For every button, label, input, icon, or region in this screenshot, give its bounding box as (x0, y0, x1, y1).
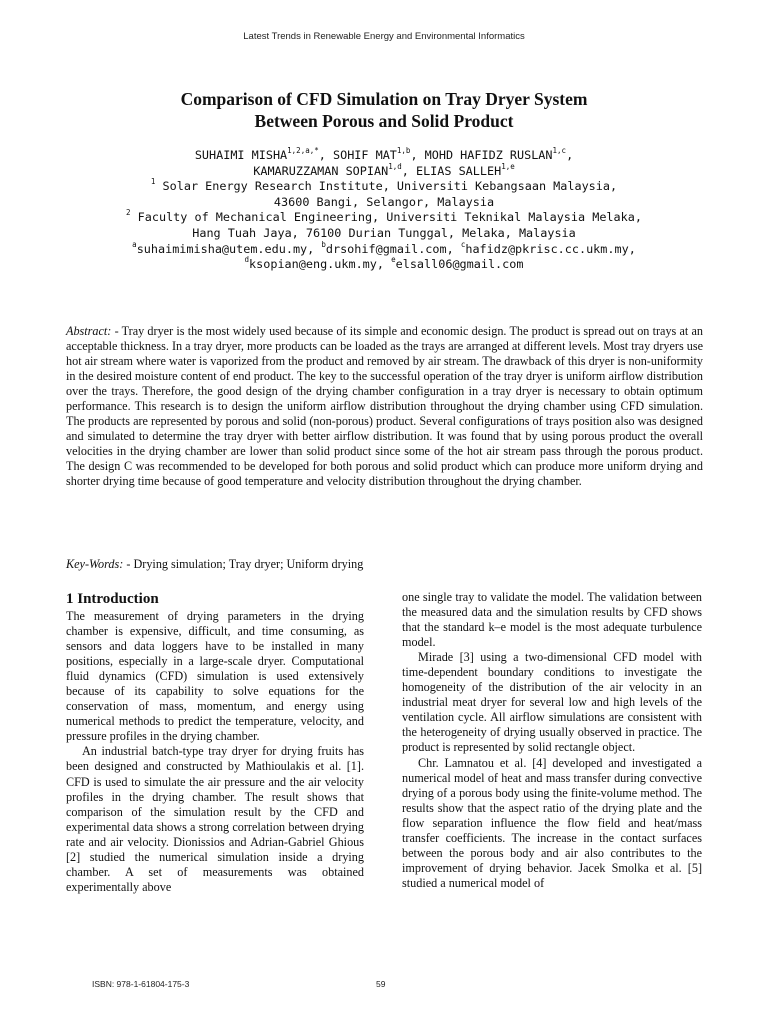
email-link[interactable]: hafidz@pkrisc.cc.ukm.my, (465, 241, 636, 256)
running-header: Latest Trends in Renewable Energy and Environmental Informatics (243, 31, 525, 42)
keywords-label: Key-Words: (66, 557, 124, 571)
email-mark: e (391, 255, 396, 265)
affiliation-text: Faculty of Mechanical Engineering, Universiti Teknikal Malaysia Melaka, (137, 210, 642, 225)
author-name: ELIAS SALLEH (415, 163, 502, 178)
email-link[interactable]: elsall06@gmail.com (395, 257, 524, 272)
email-link[interactable]: suhaimimisha@utem.edu.my, (136, 241, 315, 256)
author-name: SUHAIMI MISHA (194, 148, 288, 162)
author-line-2: KAMARUZZAMAN SOPIAN$^{1,d}$, ELIAS SALLEH$^{1,e}$ (253, 161, 515, 178)
abstract (66, 324, 703, 490)
title-line-2: Between Porous and Solid Product (254, 111, 514, 131)
paragraph: one single tray to validate the model. The validation between the measured data and the simulation results by CFD shows that the standard k–e model is the most adequate turbulence model. (402, 590, 702, 650)
affiliation-text: Solar Energy Research Institute, Universiti Kebangsaan Malaysia, (162, 179, 618, 194)
footer-isbn: ISBN: 978-1-61804-175-3 (92, 979, 190, 989)
paragraph: The measurement of drying parameters in the drying chamber is expensive, difficult, and time consuming, as sensors and data loggers have to be installed in many positions, especially in a large-scale dryer. Computational fluid dynamics (CFD) simulation is used extensively because of its capability to solve equations for the conservation of mass, momentum, and energy using numerical methods to predict the temperature, velocity, and pressure profiles in the drying chamber. (66, 609, 364, 744)
affiliation-number: 1 (150, 177, 156, 187)
email-link[interactable]: drsohif@gmail.com, (325, 241, 454, 256)
author-affiliation-mark: 1,2,a,* (287, 146, 319, 156)
title-line-1: Comparison of CFD Simulation on Tray Dryer System (180, 89, 588, 109)
affiliation-2-line-2: Hang Tuah Jaya, 76100 Durian Tunggal, Melaka, Malaysia (192, 225, 576, 240)
section-heading: 1 Introduction (66, 591, 159, 607)
email-mark: c (460, 239, 466, 249)
paragraph: An industrial batch-type tray dryer for drying fruits has been designed and constructed by Mathioulakis et al. [1]. CFD is used to simulate the air pressure and the air velocity profiles in the drying chamber. The result shows that comparison of the simulation result by the CFD and experimental data shows a strong correlation between drying rate and air velocity. Dionissios and Adrian-Gabriel Ghious [2] studied the numerical simulation inside a drying chamber. A set of measurements was obtained experimentally above (66, 744, 364, 894)
author-name: KAMARUZZAMAN SOPIAN (253, 163, 389, 178)
email-mark: a (132, 239, 137, 249)
affiliation-1-line-2: 43600 Bangi, Selangor, Malaysia (273, 194, 495, 209)
author-name: MOHD HAFIDZ RUSLAN (424, 148, 553, 162)
email-mark: d (244, 255, 250, 265)
paragraph: Chr. Lamnatou et al. [4] developed and investigated a numerical model of heat and mass transfer during convective drying of a porous body using the finite-volume method. The results show that the aspect ratio of the drying plate and the flow separation influence the flow field and heat/mass transfer coefficients. The increase in the contact surfaces between the porous body and air also contributes to the improvement of drying behavior. Jacek Smolka et al. [5] studied a numerical model of (402, 755, 702, 890)
paper-title (60, 88, 708, 132)
keywords-text: - Drying simulation; Tray dryer; Uniform drying (126, 557, 364, 571)
email-link[interactable]: ksopian@eng.ukm.my, (249, 257, 384, 272)
author-affiliation-mark: 1,b (396, 146, 411, 156)
abstract-label: Abstract: - (66, 324, 119, 338)
author-affiliation-mark: 1,e (501, 161, 515, 171)
page-number: 59 (376, 979, 386, 989)
author-name: SOHIF MAT (332, 148, 397, 162)
author-block (60, 148, 708, 273)
author-line-1: SUHAIMI $MISHA^{1,2,a,*}$, SOHIF MAT$^{1,b}$, MOHD HAFIDZ RUSLAN$^{1,c}$, (194, 146, 574, 162)
affiliation-1-line-1 (60, 179, 708, 195)
author-affiliation-mark: 1,d (388, 161, 402, 171)
body-column-right (402, 590, 702, 891)
paragraph: Mirade [3] using a two-dimensional CFD model with time-dependent boundary conditions to investigate the homogeneity of the distribution of the air velocity in an industrial meat dryer for several low and high levels of the ventilation cycle. All airflow simulations are consistent with the heterogeneity of drying usually observed in practice. The product is represented by solid rectangle object. (402, 650, 702, 755)
affiliation-2-line-1 (60, 210, 708, 226)
author-affiliation-mark: 1,c (552, 146, 567, 156)
abstract-text: Tray dryer is the most widely used because of its simple and economic design. The product is spread out on trays at an acceptable thickness. In a tray dryer, more products can be loaded as the trays are arranged at different levels. Most tray dryers use hot air stream where water is vaporized from the product and removed by air stream. The drawback of this dryer is non-uniformity in the desired moisture content of end product. The key to the successful operation of the tray dryer is uniform airflow distribution over the trays. Therefore, the good design of the drying chamber configuration in a tray dryer is necessary to obtain optimum performance. This research is to design the uniform airflow distribution throughout the drying chamber using CFD simulation. The products are represented by porous and solid (non-porous) product. Several configurations of trays position also was designed and simulated to determine the tray dryer with better airflow distribution. It was found that by using porous product the overall velocities in the drying chamber are lower than solid product since some of the hot air stream pass through the porous product. The design C was recommended to be developed for both porous and solid product which can produce more uniform drying and shorter drying time because of good temperature and velocity distribution throughout the drying chamber. (66, 324, 704, 489)
email-line-2 (60, 257, 708, 273)
affiliation-number: 2 (126, 208, 131, 218)
email-mark: b (321, 239, 326, 249)
keywords (66, 557, 703, 572)
body-column-left (66, 590, 364, 895)
email-line-1 (60, 239, 708, 258)
